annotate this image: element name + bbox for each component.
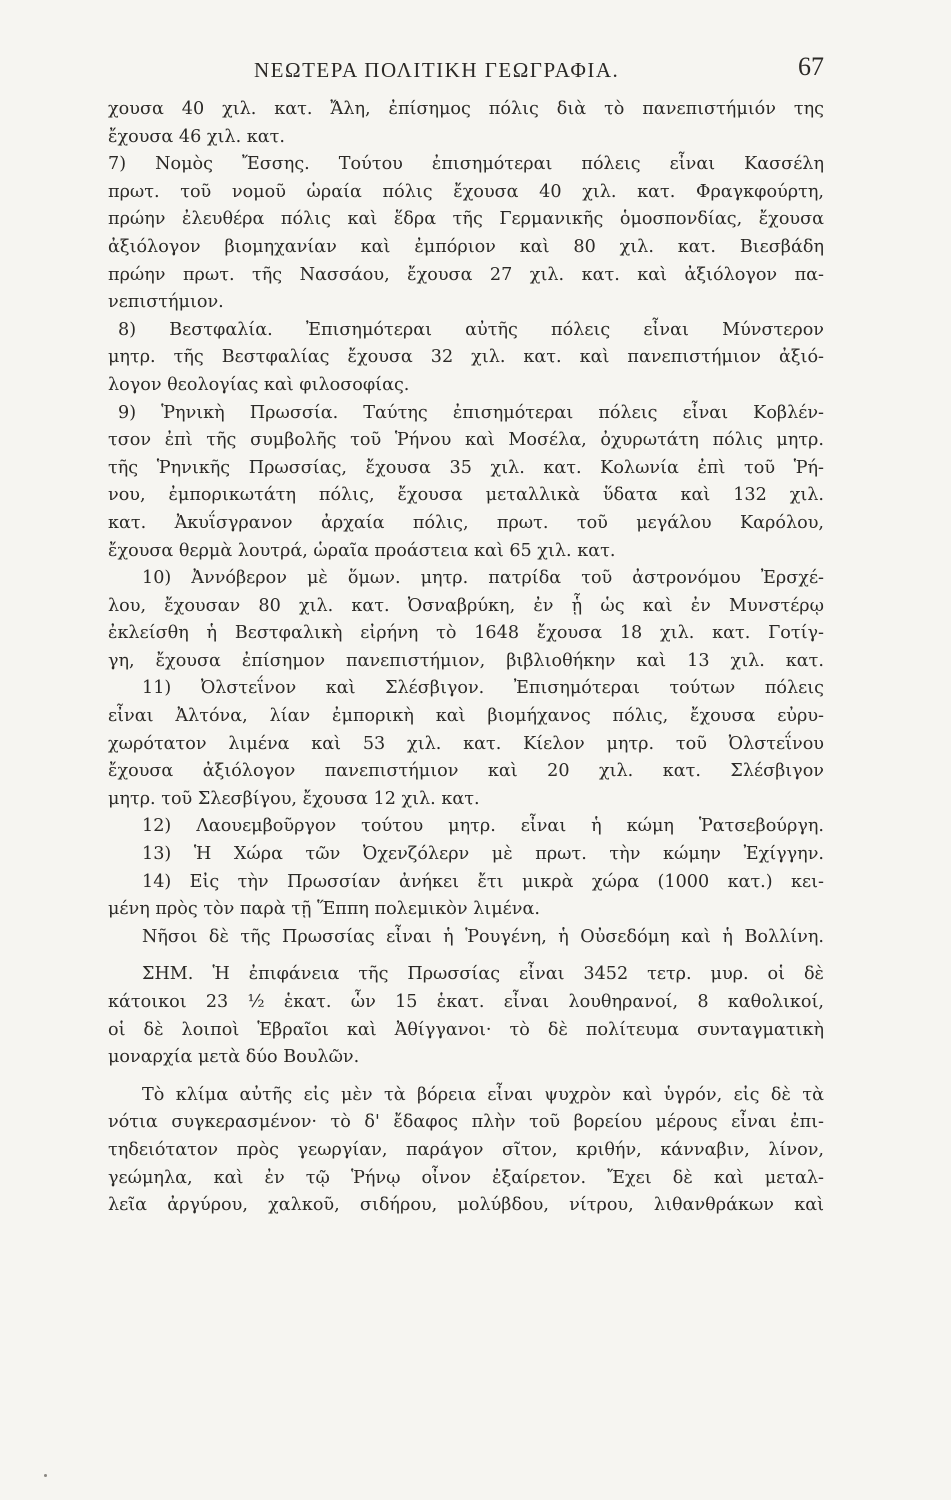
text-line: νου, ἐμπορικωτάτη πόλις, ἔχουσα μεταλλικὰ ὕδατα καὶ 132 χιλ. — [108, 485, 824, 506]
text-line: κατ. Ἀκυΐσγρανον ἀρχαία πόλις, πρωτ. τοῦ μεγάλου Καρόλου, — [108, 512, 824, 533]
running-header — [108, 48, 824, 88]
text-line: 11) Ὀλστεΐνον καὶ Σλέσβιγον. Ἐπισημότεραι τούτων πόλεις — [142, 678, 824, 699]
page-body — [108, 96, 824, 1220]
text-line: τῆς Ῥηνικῆς Πρωσσίας, ἔχουσα 35 χιλ. κατ. Κολωνία ἐπὶ τοῦ Ῥή- — [108, 457, 824, 478]
text-line: πρωτ. τοῦ νομοῦ ὡραία πόλις ἔχουσα 40 χιλ. κατ. Φραγκφούρτη, — [108, 181, 824, 202]
text-line: πρώην πρωτ. τῆς Νασσάου, ἔχουσα 27 χιλ. κατ. καὶ ἀξιόλογον πα- — [108, 264, 824, 285]
text-line: λογον θεολογίας καὶ φιλοσοφίας. — [108, 374, 410, 395]
text-line: ἔχουσα θερμὰ λουτρά, ὡραῖα προάστεια καὶ 65 χιλ. κατ. — [108, 540, 616, 561]
text-line: ἀξιόλογον βιομηχανίαν καὶ ἐμπόριον καὶ 80 χιλ. κατ. Βιεσβάδη — [108, 236, 824, 257]
section-gap — [108, 951, 824, 961]
text-line: 8) Βεστφαλία. Ἐπισημότεραι αὐτῆς πόλεις εἶναι Μύνστερον — [118, 319, 824, 340]
text-line: 13) Ἡ Χώρα τῶν Ὀχενζόλερν μὲ πρωτ. τὴν κώμην Ἐχίγγην. — [142, 844, 824, 865]
text-line: ἐκλείσθη ἡ Βεστφαλικὴ εἰρήνη τὸ 1648 ἔχουσα 18 χιλ. κατ. Γοτίγ- — [108, 623, 824, 644]
text-line: ἔχουσα ἀξιόλογον πανεπιστήμιον καὶ 20 χιλ. κατ. Σλέσβιγον — [108, 761, 824, 782]
section-gap — [108, 1072, 824, 1082]
text-line: λου, ἔχουσαν 80 χιλ. κατ. Ὀσναβρύκη, ἐν ᾗ ὡς καὶ ἐν Μυνστέρῳ — [108, 595, 824, 616]
paper-speck — [44, 1474, 47, 1477]
text-line: 9) Ῥηνικὴ Πρωσσία. Ταύτης ἐπισημότεραι πόλεις εἶναι Κοβλέν- — [118, 402, 824, 423]
text-line: μητρ. τοῦ Σλεσβίγου, ἔχουσα 12 χιλ. κατ. — [108, 788, 480, 809]
text-line: 7) Νομὸς Ἔσσης. Τούτου ἐπισημότεραι πόλεις εἶναι Κασσέλη — [108, 154, 824, 175]
text-line: Τὸ κλίμα αὐτῆς εἰς μὲν τὰ βόρεια εἶναι ψυχρὸν καὶ ὑγρόν, εἰς δὲ τὰ — [142, 1084, 824, 1105]
text-line: νότια συγκερασμένον· τὸ δ' ἔδαφος πλὴν τοῦ βορείου μέρους εἶναι ἐπι- — [108, 1112, 824, 1133]
text-line: χωρότατον λιμένα καὶ 53 χιλ. κατ. Κίελον μητρ. τοῦ Ὀλστεΐνου — [108, 733, 824, 754]
text-line: ἔχουσα 46 χιλ. κατ. — [108, 126, 285, 147]
text-line: νεπιστήμιον. — [108, 292, 224, 313]
text-line: Νῆσοι δὲ τῆς Πρωσσίας εἶναι ἡ Ῥουγένη, ἡ Οὐσεδόμη καὶ ἡ Βολλίνη. — [142, 926, 824, 947]
text-line: εἶναι Ἀλτόνα, λίαν ἐμπορικὴ καὶ βιομήχανος πόλις, ἔχουσα εὐρυ- — [108, 706, 824, 727]
text-line: χουσα 40 χιλ. κατ. Ἄλη, ἐπίσημος πόλις διὰ τὸ πανεπιστήμιόν της — [108, 99, 824, 119]
text-line: τσον ἐπὶ τῆς συμβολῆς τοῦ Ῥήνου καὶ Μοσέλα, ὀχυρωτάτη πόλις μητρ. — [108, 430, 824, 451]
text-line: οἱ δὲ λοιποὶ Ἑβραῖοι καὶ Ἀθίγγανοι· τὸ δὲ πολίτευμα συνταγματικὴ — [108, 1019, 824, 1040]
text-line: λεῖα ἀργύρου, χαλκοῦ, σιδήρου, μολύβδου, νίτρου, λιθανθράκων καὶ — [108, 1195, 824, 1216]
running-title: ΝΕΩΤΕΡΑ ΠΟΛΙΤΙΚΗ ΓΕΩΓΡΑΦΙΑ. — [254, 58, 620, 82]
text-line: γεώμηλα, καὶ ἐν τῷ Ῥήνῳ οἶνον ἐξαίρετον. Ἔχει δὲ καὶ μεταλ- — [108, 1167, 824, 1188]
text-line: μένη πρὸς τὸν παρὰ τῇ Ἕππη πολεμικὸν λιμένα. — [108, 899, 540, 920]
text-line: 10) Ἀννόβερον μὲ ὅμων. μητρ. πατρίδα τοῦ ἀστρονόμου Ἐρσχέ- — [142, 568, 824, 589]
text-line: 14) Εἰς τὴν Πρωσσίαν ἀνήκει ἔτι μικρὰ χώρα (1000 κατ.) κει- — [142, 871, 824, 892]
text-line: πρώην ἐλευθέρα πόλις καὶ ἕδρα τῆς Γερμανικῆς ὁμοσπονδίας, ἔχουσα — [108, 209, 824, 230]
text-line: τηδειότατον πρὸς γεωργίαν, παράγον σῖτον, κριθήν, κάνναβιν, λίνον, — [108, 1139, 824, 1160]
text-line: μητρ. τῆς Βεστφαλίας ἔχουσα 32 χιλ. κατ. καὶ πανεπιστήμιον ἀξιό- — [108, 347, 824, 368]
text-line: 12) Λαουεμβοῦργον τούτου μητρ. εἶναι ἡ κώμη Ῥατσεβούργη. — [142, 816, 824, 837]
text-line: κάτοικοι 23 ½ ἑκατ. ὧν 15 ἑκατ. εἶναι λουθηρανοί, 8 καθολικοί, — [108, 992, 824, 1012]
text-line: γη, ἔχουσα ἐπίσημον πανεπιστήμιον, βιβλιοθήκην καὶ 13 χιλ. κατ. — [108, 650, 824, 671]
page-number: 67 — [798, 52, 824, 81]
text-line: ΣΗΜ. Ἡ ἐπιφάνεια τῆς Πρωσσίας εἶναι 3452 τετρ. μυρ. οἱ δὲ — [142, 964, 824, 985]
text-line: μοναρχία μετὰ δύο Βουλῶν. — [108, 1047, 360, 1068]
